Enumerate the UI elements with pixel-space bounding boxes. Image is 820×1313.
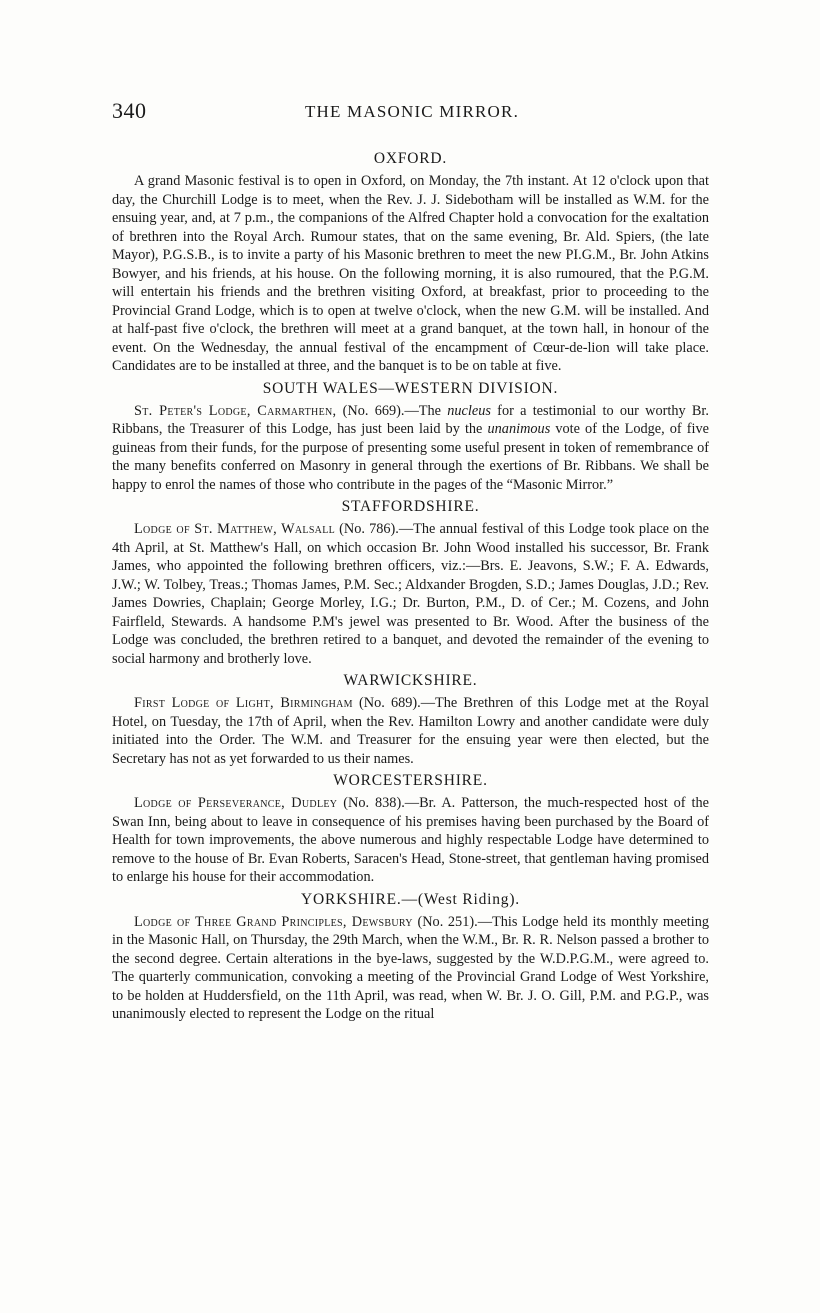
section-heading: WORCESTERSHIRE. [333,772,488,789]
paragraph-text: (No. 251).—This Lodge held its monthly meeting in the Masonic Hall, on Thursday, the 29th March, when the W.M., Br. R. R. Nelson passed a brother to the second degree. Certain alterations in the bye-laws, suggested by the W.D.P.G.M., were agreed to. The quarterly communication, convoking a meeting of the Provincial Grand Lodge of West Yorkshire, to be holden at Huddersfield, on the 11th April, was read, when W. Br. J. O. Gill, P.M. and P.G.P., was unanimously elected to represent the Lodge on the ritual [112,913,709,1022]
paragraph [112,913,709,1024]
paragraph-text: (No. 786).—The annual festival of this Lodge took place on the 4th April, at St. Matthew's Hall, on which occasion Br. John Wood installed his successor, Br. Frank James, who appointed the following brethren officers, viz.:—Brs. E. Jeavons, S.W.; F. A. Edwards, J.W.; W. Tolbey, Treas.; Thomas James, P.M. Sec.; Aldxander Brogden, S.D.; James Douglas, J.D.; Rev. James Dowries, Chaplain; George Morley, I.G.; Dr. Burton, P.M., D. of Cer.; M. Cozens, and John Fairfleld, Stewards. A handsome P.M's jewel was presented to Br. Wood. After the business of the Lodge was concluded, the brethren retired to a banquet, and devoted the remainder of the evening to social harmony and brotherly love. [112,521,709,667]
section-yorkshire [112,890,709,1024]
paragraph [112,520,709,668]
paragraph-text: (No. 669).—The [336,402,448,419]
section-warwickshire [112,671,709,768]
section-heading: OXFORD. [373,150,448,167]
lodge-name: Lodge of Three Grand Principles, Dewsbury [134,913,413,930]
section-south-wales [112,379,709,495]
lodge-name: Lodge of St. Matthew, Walsall [134,521,336,537]
page-number: 340 [112,98,147,123]
paragraph [112,694,709,768]
paragraph [112,402,709,495]
paragraph-text: vote of the Lodge, of five guineas from their funds, for the purpose of presenting some useful present in token of remembrance of the many benefits conferred on Masonry in general through the exertions of Br. Ribbans. We shall be happy to enrol the names of those who contribute in the pages of the “Masonic Mirror.” [112,421,709,493]
section-heading: YORKSHIRE.—(West Riding). [301,890,520,908]
section-staffordshire [112,497,709,668]
paragraph [112,794,709,887]
page-header [112,98,712,126]
paragraph-text: (No. 838).—Br. A. Patterson, the much-respected host of the Swan Inn, being about to leave in consequence of his premises having been purchased by the Board of Health for town improvements, the above numerous and highly respectable Lodge have determined to remove to the house of Br. Evan Roberts, Saracen's Head, Stone-street, that gentleman having promised to enlarge his house for their accommodation. [112,795,709,885]
section-oxford [112,149,709,376]
lodge-name: Lodge of Perseverance, Dudley [134,795,338,811]
lodge-name: St. Peter's Lodge, Carmarthen, [134,402,337,419]
running-title: THE MASONIC MIRROR. [304,102,520,121]
section-heading: SOUTH WALES—WESTERN DIVISION. [262,379,559,397]
paragraph-emphasis: unanimous [487,421,551,437]
article-body [112,146,709,1024]
section-heading: WARWICKSHIRE. [343,672,478,689]
paragraph-text: for a testimonial to our worthy Br. Ribbans, the Treasurer of this Lodge, has just been laid by the [112,402,709,437]
paragraph-emphasis: nucleus [447,402,491,419]
section-worcestershire [112,771,709,887]
section-heading: STAFFORDSHIRE. [341,498,480,515]
paragraph-text: (No. 689).—The Brethren of this Lodge met at the Royal Hotel, on Tuesday, the 17th of April, when the Rev. Hamilton Lowry and another candidate were duly initiated into the Order. The W.M. and Treasurer for the ensuing year were then elected, but the Secretary has not as yet forwarded to us their names. [112,695,709,767]
lodge-name: First Lodge of Light, Birmingham [134,695,353,711]
paragraph: A grand Masonic festival is to open in Oxford, on Monday, the 7th instant. At 12 o'clock upon that day, the Churchill Lodge is to meet, when the Rev. J. J. Sidebotham will be installed as W.M. for the ensuing year, and, at 7 p.m., the companions of the Alfred Chapter hold a convocation for the exaltation of brethren into the Royal Arch. Rumour states, that on the same evening, Br. Ald. Spiers, (the late Mayor), P.G.S.B., is to invite a party of his Masonic brethren to meet the new PI.G.M., Br. John Atkins Bowyer, and his friends, at his house. On the following morning, it is also rumoured, that the P.G.M. will entertain his friends and the brethren visiting Oxford, at breakfast, prior to proceeding to the Provincial Grand Lodge, which is to open at twelve o'clock, when the new G.M. will be installed. And at half-past five o'clock, the brethren will meet at a grand banquet, at the town hall, in honour of the event. On the Wednesday, the annual festival of the encampment of Cœur-de-lion will take place. Candidates are to be installed at three, and the banquet is to be on table at five. [112,173,709,374]
